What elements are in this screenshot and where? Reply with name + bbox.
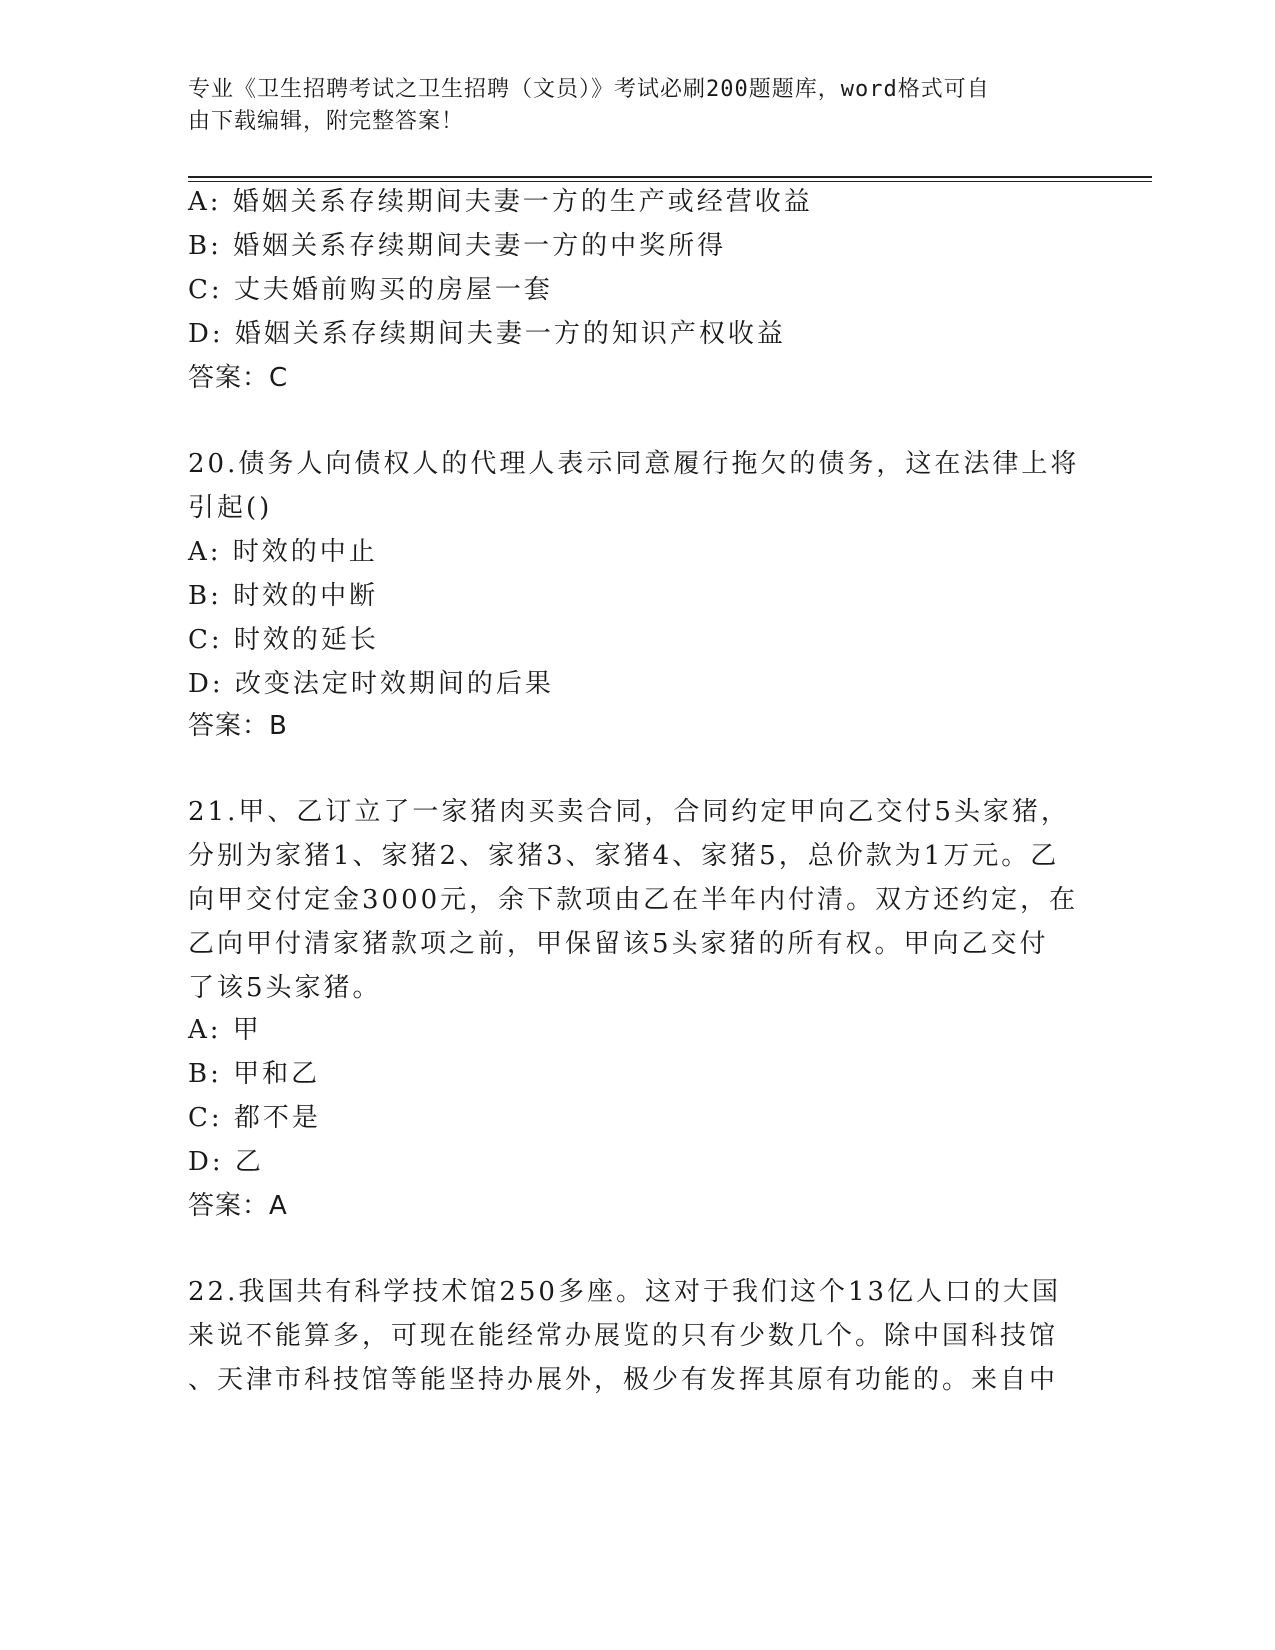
header-line-2: 由下载编辑，附完整答案！: [188, 109, 465, 134]
q21-answer: 答案：A: [188, 1191, 288, 1221]
header-line-1: 专业《卫生招聘考试之卫生招聘（文员）》考试必刷200题题库，word格式可自: [188, 77, 990, 102]
q19-option-a: A: 婚姻关系存续期间夫妻一方的生产或经营收益: [188, 187, 813, 217]
header-divider-thick: [188, 176, 1152, 178]
q19-option-d: D: 婚姻关系存续期间夫妻一方的知识产权收益: [188, 319, 786, 349]
q21-option-a: A: 甲: [188, 1015, 262, 1045]
q19-option-c: C: 丈夫婚前购买的房屋一套: [188, 275, 553, 305]
q20-option-a: A: 时效的中止: [188, 537, 378, 567]
q19-answer: 答案：C: [188, 363, 289, 393]
q21-option-b: B: 甲和乙: [188, 1059, 321, 1089]
q20-option-c: C: 时效的延长: [188, 625, 379, 655]
header-divider-thin: [188, 181, 1152, 182]
q21-stem-line-5: 了该5头家猪。: [188, 973, 382, 1003]
q21-stem-line-1: 21.甲、乙订立了一家猪肉买卖合同，合同约定甲向乙交付5头家猪，: [188, 797, 1070, 827]
q22-stem-line-1: 22.我国共有科学技术馆250多座。这对于我们这个13亿人口的大国: [188, 1277, 1062, 1307]
document-header: [188, 74, 1088, 138]
q20-option-b: B: 时效的中断: [188, 581, 379, 611]
q22-stem-line-2: 来说不能算多，可现在能经常办展览的只有少数几个。除中国科技馆: [188, 1321, 1059, 1351]
q21-stem-line-2: 分别为家猪1、家猪2、家猪3、家猪4、家猪5，总价款为1万元。乙: [188, 841, 1060, 871]
q20-stem-line-1: 20.债务人向债权人的代理人表示同意履行拖欠的债务，这在法律上将: [188, 449, 1080, 479]
q21-option-c: C: 都不是: [188, 1103, 321, 1133]
q20-stem-line-2: 引起(): [188, 493, 273, 523]
q22-stem-line-3: 、天津市科技馆等能坚持办展外，极少有发挥其原有功能的。来自中: [188, 1365, 1059, 1395]
q19-option-b: B: 婚姻关系存续期间夫妻一方的中奖所得: [188, 231, 727, 261]
q21-stem-line-3: 向甲交付定金3000元，余下款项由乙在半年内付清。双方还约定，在: [188, 885, 1079, 915]
q21-stem-line-4: 乙向甲付清家猪款项之前，甲保留该5头家猪的所有权。甲向乙交付: [188, 929, 1049, 959]
q20-option-d: D: 改变法定时效期间的后果: [188, 669, 554, 699]
q20-answer: 答案：B: [188, 711, 288, 741]
q21-option-d: D: 乙: [188, 1147, 264, 1177]
